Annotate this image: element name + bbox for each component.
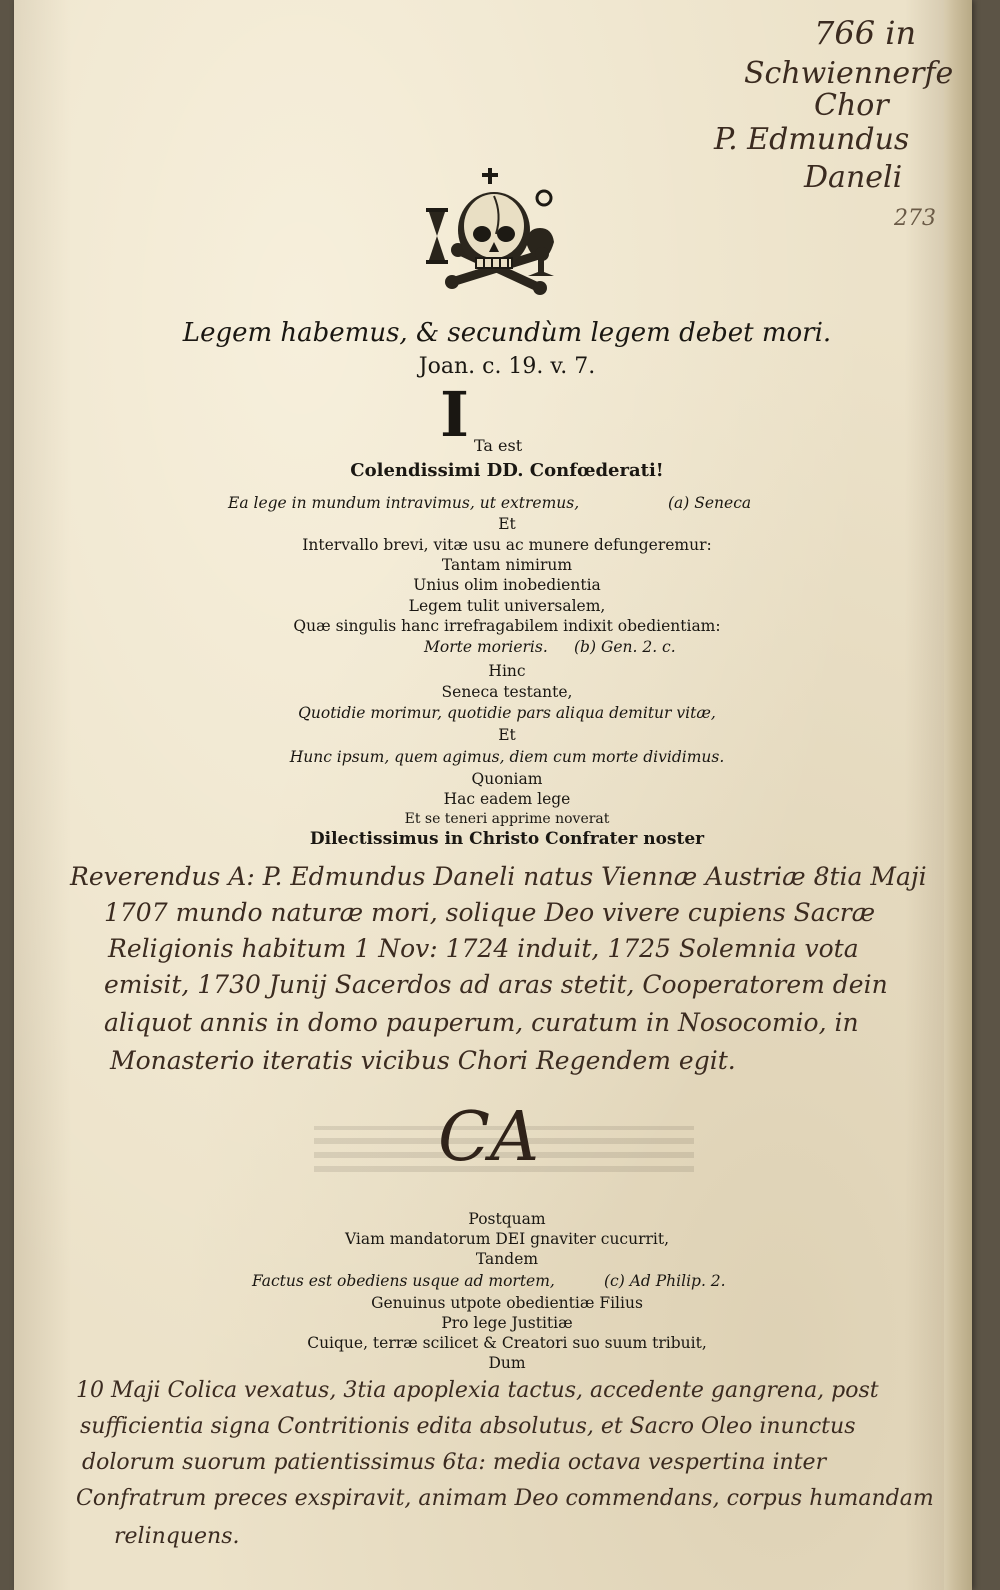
motto-reference: Joan. c. 19. v. 7. (418, 354, 596, 379)
printed-line-27: Dum (488, 1354, 526, 1372)
printed-line-4: Et (498, 515, 516, 533)
handwritten-line-8: sufficientia signa Contritionis edita absolutus, et Sacro Oleo inunctus (80, 1414, 856, 1439)
margin-note-line-5: Daneli (804, 160, 903, 195)
skull-crossbones-icon (422, 164, 568, 304)
printed-line-6: Tantam nimirum (441, 556, 573, 574)
handwritten-line-1: Reverendus A: P. Edmundus Daneli natus Viennæ Austriæ 8tia Maji (70, 862, 927, 891)
printed-line-18: Et se teneri apprime noverat (404, 811, 610, 827)
printed-line-15: Hunc ipsum, quem agimus, diem cum morte dividimus. (289, 748, 725, 766)
printed-line-5: Intervallo brevi, vitæ usu ac munere defungeremur: (302, 536, 712, 554)
printed-line-22: Tandem (475, 1250, 539, 1268)
handwritten-line-11: relinquens. (114, 1524, 240, 1549)
printed-line-8: Legem tulit universalem, (408, 597, 606, 615)
printed-line-23: Factus est obediens usque ad mortem, (252, 1272, 555, 1290)
motto-text: Legem habemus, & secundùm legem debet mori. (182, 318, 832, 348)
printed-line-9: Quæ singulis hanc irrefragabilem indixit obedientiam: (293, 617, 721, 635)
handwritten-line-3: Religionis habitum 1 Nov: 1724 induit, 1725 Solemnia vota (108, 934, 859, 963)
printed-line-2: Colendissimi DD. Confœderati! (350, 460, 664, 481)
document-page (14, 0, 972, 1590)
footnote-c: (c) Ad Philip. 2. (604, 1272, 726, 1290)
handwritten-line-7: 10 Maji Colica vexatus, 3tia apoplexia tactus, accedente gangrena, post (76, 1378, 879, 1403)
monogram: CA (438, 1098, 540, 1177)
printed-line-7: Unius olim inobedientia (413, 576, 601, 594)
handwritten-line-4: emisit, 1730 Junij Sacerdos ad aras stetit, Cooperatorem dein (104, 970, 888, 999)
printed-line-11: Hinc (488, 662, 526, 680)
printed-line-21: Viam mandatorum DEI gnaviter cucurrit, (344, 1230, 670, 1248)
printed-line-10: Morte morieris. (424, 638, 548, 656)
printed-line-12: Seneca testante, (441, 683, 573, 701)
printed-line-25: Pro lege Justitiæ (441, 1314, 573, 1332)
printed-line-20: Postquam (468, 1210, 546, 1228)
printed-line-14: Et (498, 726, 516, 744)
folio-number: 273 (894, 206, 936, 231)
footnote-a: (a) Seneca (668, 494, 752, 512)
bleed-through-ghost (314, 1126, 694, 1172)
printed-line-1: Ta est (474, 436, 523, 455)
handwritten-line-6: Monasterio iteratis vicibus Chori Regendem egit. (110, 1046, 736, 1075)
margin-note-line-1: 766 in (814, 14, 917, 52)
handwritten-line-10: Confratrum preces exspiravit, animam Deo commendans, corpus humandam (76, 1486, 934, 1511)
margin-note-line-2: Schwiennerfe (744, 56, 954, 91)
printed-line-17: Hac eadem lege (443, 790, 571, 808)
handwritten-line-5: aliquot annis in domo pauperum, curatum in Nosocomio, in (104, 1008, 859, 1037)
printed-line-26: Cuique, terræ scilicet & Creatori suo suum tribuit, (307, 1334, 707, 1352)
margin-note-line-4: P. Edmundus (714, 122, 910, 157)
printed-line-16: Quoniam (471, 770, 543, 788)
handwritten-line-2: 1707 mundo naturæ mori, solique Deo vivere cupiens Sacræ (104, 898, 876, 927)
printed-line-13: Quotidie morimur, quotidie pars aliqua demitur vitæ, (298, 704, 716, 722)
printed-line-24: Genuinus utpote obedientiæ Filius (371, 1294, 643, 1312)
drop-cap: I (440, 378, 470, 451)
margin-note-line-3: Chor (814, 88, 889, 123)
handwritten-line-9: dolorum suorum patientissimus 6ta: media octava vespertina inter (82, 1450, 827, 1475)
footnote-b: (b) Gen. 2. c. (574, 638, 676, 656)
printed-line-3: Ea lege in mundum intravimus, ut extremus, (228, 494, 580, 512)
printed-line-19: Dilectissimus in Christo Confrater noster (309, 829, 705, 849)
